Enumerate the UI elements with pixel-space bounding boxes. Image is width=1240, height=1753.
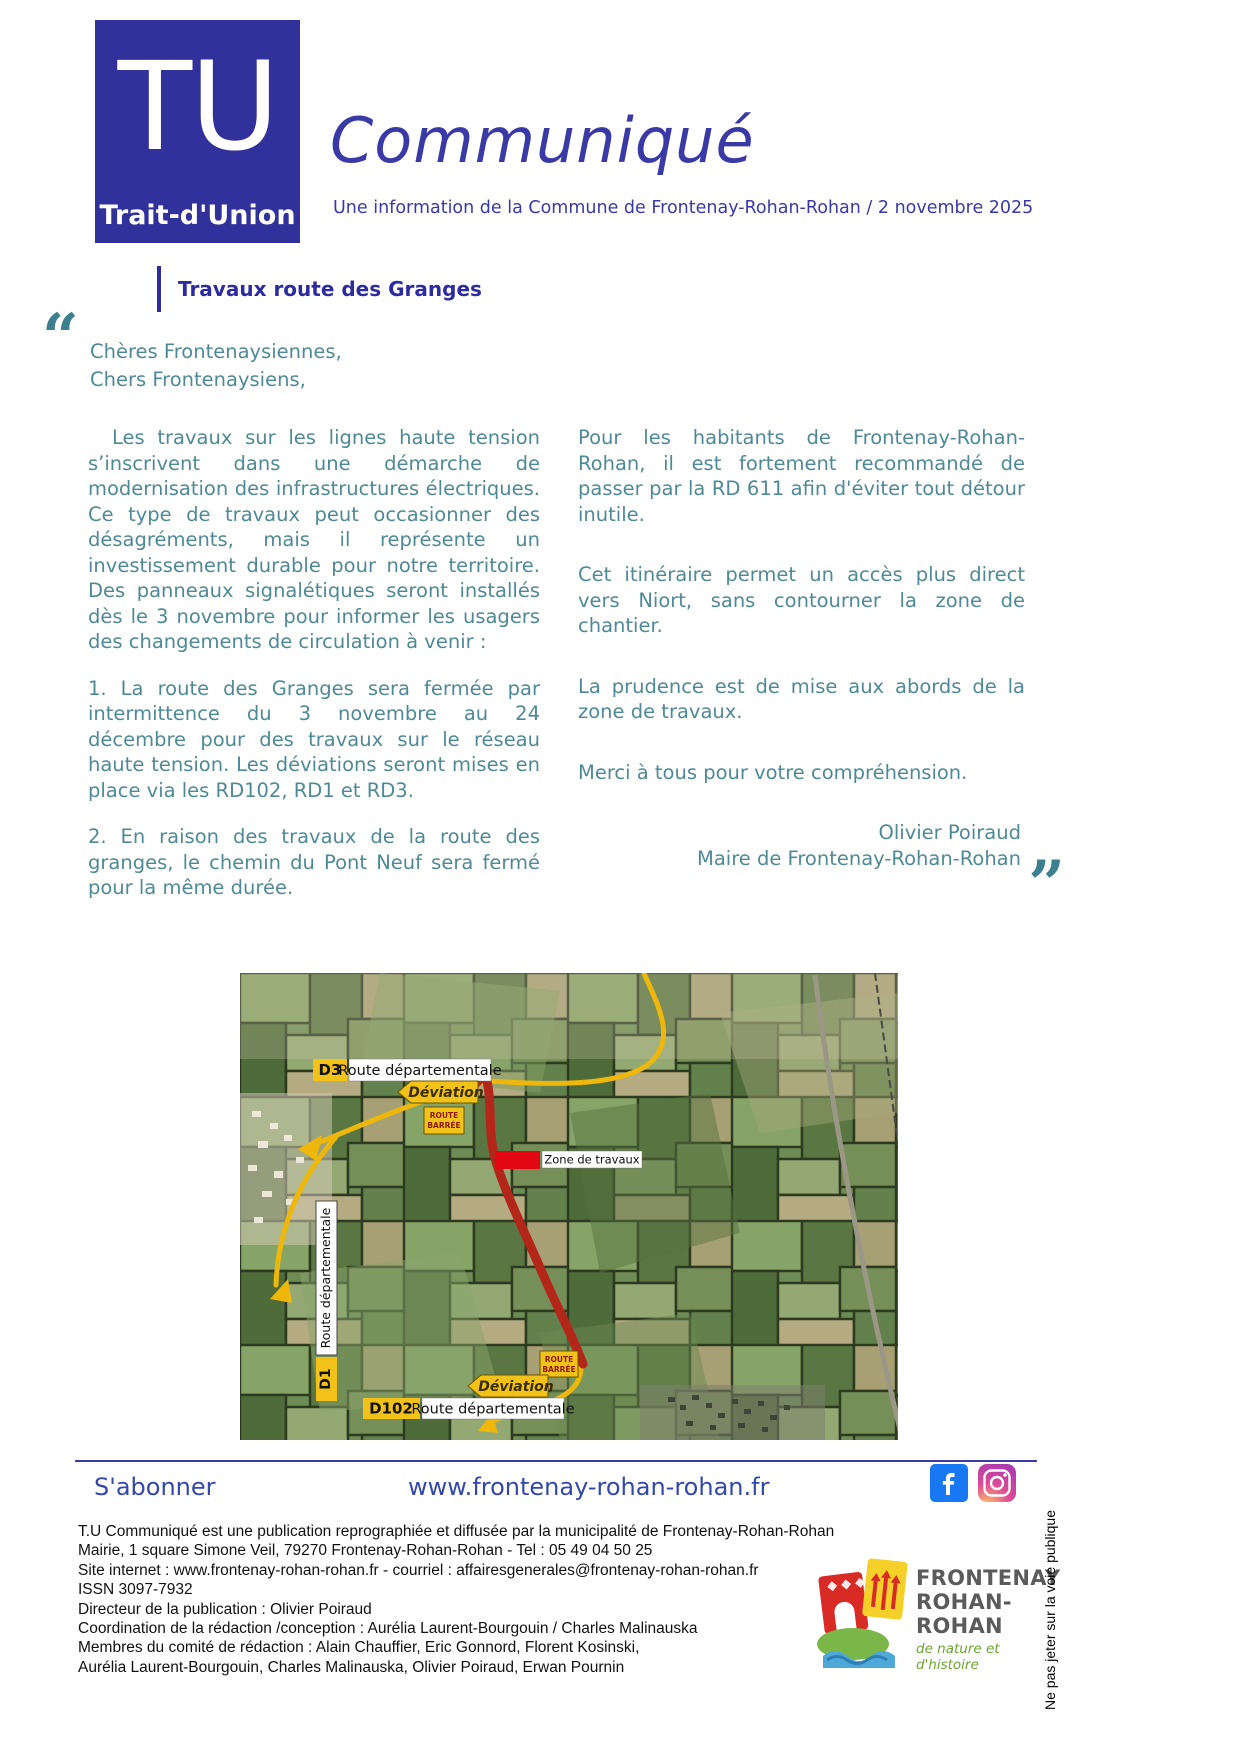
svg-text:Route départementale: Route départementale [338,1063,502,1079]
svg-text:D1: D1 [318,1368,334,1390]
svg-text:Déviation: Déviation [478,1379,554,1395]
svg-text:D102: D102 [369,1399,413,1418]
brand-name-line2: ROHAN-ROHAN [916,1590,1012,1638]
body-paragraph: 2. En raison des travaux de la route des granges, le chemin du Pont Neuf sera fermé pour la même durée. [88,825,540,899]
credit-line: T.U Communiqué est une publication reprographiée et diffusée par la municipalité de Frontenay-Rohan-Rohan [78,1523,835,1540]
route-barree-sign-top [424,1107,464,1134]
svg-text:Déviation: Déviation [408,1085,484,1101]
body-paragraph: 1. La route des Granges sera fermée par intermittence du 3 novembre au 24 décembre pour des travaux sur le réseau haute tension. Les déviations seront mises en place via les RD102, RD1 et RD3. [88,676,540,802]
svg-text:ROUTE: ROUTE [544,1355,574,1364]
brand-name-line1: FRONTENAY [916,1566,1061,1590]
page-subtitle: Une information de la Commune de Frontenay-Rohan-Rohan / 2 novembre 2025 [333,198,1034,218]
open-quote-icon: “ [42,300,79,375]
route-barree-sign-bottom [540,1351,578,1377]
svg-text:Zone de travaux: Zone de travaux [544,1152,640,1167]
greeting [90,338,342,393]
section-header [157,266,482,312]
body-paragraph: Les travaux sur les lignes haute tension s’inscrivent dans une démarche de modernisation des infrastructures électriques. Ce type de travaux peut occasionner des désagréments, mais il représente un investissement durable pour notre territoire. Des panneaux signalétiques seront installés dès le 3 novembre pour informer les usagers des changements de circulation à venir : [88,426,540,653]
body-paragraph: La prudence est de mise aux abords de la zone de travaux. [578,674,1025,723]
deviation-map [240,973,898,1440]
credit-line: Directeur de la publication : Olivier Poiraud [78,1600,372,1618]
deviation-sign-top [398,1081,484,1103]
greeting-line: Chers Frontenaysiens, [90,367,306,391]
map-label-d102 [363,1398,575,1419]
body-paragraph: Merci à tous pour votre compréhension. [578,760,968,784]
section-title: Travaux route des Granges [178,277,482,301]
signature [578,820,1065,922]
tu-logo-initials: TU [117,36,278,178]
frontenay-brand-pictogram [815,1552,913,1678]
map-label-d3 [313,1059,502,1081]
svg-text:ROUTE: ROUTE [429,1111,459,1120]
credit-line: Site internet : www.frontenay-rohan-rohan.fr - courriel : affairesgenerales@frontenay-rohan-rohan.fr [78,1561,759,1579]
facebook-icon[interactable] [930,1464,968,1502]
works-zone-label [495,1151,642,1169]
credit-line: ISSN 3097-7932 [78,1581,193,1599]
svg-text:Route départementale: Route départementale [411,1401,575,1418]
svg-text:Route départementale: Route départementale [318,1207,333,1349]
brand-tagline: de nature et d'histoire [916,1641,1000,1673]
close-quote-icon: ” [1028,846,1065,922]
tu-logo [95,20,300,243]
body-paragraph: Cet itinéraire permet un accès plus direct vers Niort, sans contourner la zone de chantier. [578,563,1025,637]
map-label-d1 [316,1201,337,1401]
svg-text:BARRÉE: BARRÉE [542,1365,576,1374]
instagram-icon[interactable] [978,1464,1016,1502]
publication-credits [78,1522,938,1677]
page-title: Communiqué [330,104,755,177]
body-paragraph: Pour les habitants de Frontenay-Rohan-Rohan, il est fortement recommandé de passer par la RD 611 afin d'éviter tout détour inutile. [578,426,1025,526]
svg-text:D3: D3 [318,1061,342,1079]
credit-line: Membres du comité de rédaction : Alain Chauffier, Eric Gonnord, Florent Kosinski, [78,1639,640,1657]
tu-logo-name: Trait-d'Union [99,200,296,231]
footer-divider [75,1460,1037,1462]
credit-line: Aurélia Laurent-Bourgouin, Charles Malinauska, Olivier Poiraud, Erwan Pournin [78,1658,625,1676]
subscribe-link[interactable]: S'abonner [94,1473,216,1501]
left-column [88,425,540,922]
credit-line: Coordination de la rédaction /conception : Aurélia Laurent-Bourgouin / Charles Malinauska [78,1620,698,1638]
section-accent-bar [157,266,161,312]
signature-role: Maire de Frontenay-Rohan-Rohan [697,846,1021,870]
website-link[interactable]: www.frontenay-rohan-rohan.fr [408,1473,770,1501]
side-note: Ne pas jeter sur la voie publique [1042,1509,1058,1710]
credit-line: Mairie, 1 square Simone Veil, 79270 Frontenay-Rohan-Rohan - Tel : 05 49 04 50 25 [78,1542,653,1560]
right-column [578,425,1065,922]
greeting-line: Chères Frontenaysiennes, [90,340,342,363]
signature-name: Olivier Poiraud [878,821,1021,844]
svg-text:BARRÉE: BARRÉE [427,1121,461,1130]
deviation-sign-bottom [468,1375,554,1397]
